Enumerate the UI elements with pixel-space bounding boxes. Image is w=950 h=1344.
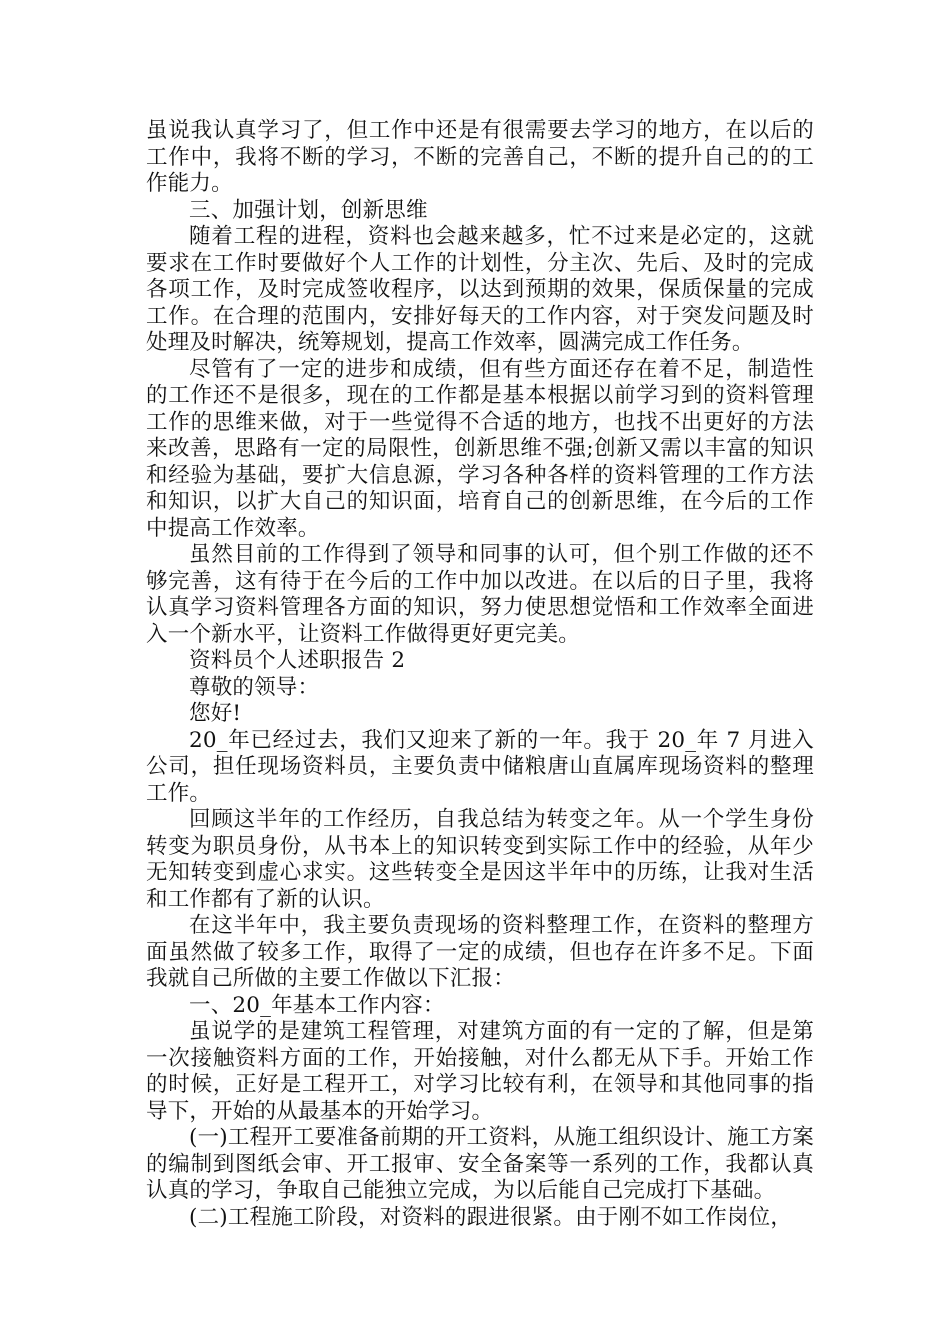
- section-heading-one: 一、20_年基本工作内容：: [189, 992, 445, 1018]
- paragraph-continuation: 虽说我认真学习了，但工作中还是有很需要去学习的地方，在以后的工作中，我将不断的学习，不断的完善自己，不断的提升自己的的工作能力。: [146, 118, 814, 196]
- report-title: 资料员个人述职报告 2: [189, 648, 406, 673]
- paragraph: 虽然目前的工作得到了领导和同事的认可，但个别工作做的还不够完善，这有待于在今后的工作中加以改进。在以后的日子里，我将认真学习资料管理各方面的知识，努力使思想觉悟和工作效率全面进入一个新水平，让资料工作做得更好更完美。: [146, 542, 814, 647]
- salutation: 尊敬的领导：: [189, 674, 320, 700]
- paragraph: 回顾这半年的工作经历，自我总结为转变之年。从一个学生身份转变为职员身份，从书本上的知识转变到实际工作中的经验，从年少无知转变到虚心求实。这些转变全是因这半年中的历练，让我对生活和工作都有了新的认识。: [146, 807, 814, 912]
- paragraph: 20_年已经过去，我们又迎来了新的一年。我于 20_年 7 月进入公司，担任现场资料员，主要负责中储粮唐山直属库现场资料的整理工作。: [146, 727, 814, 806]
- paragraph: (一)工程开工要准备前期的开工资料，从施工组织设计、施工方案的编制到图纸会审、开工报审、安全备案等一系列的工作，我都认真认真的学习，争取自己能独立完成，为以后能自己完成打下基础。: [146, 1125, 814, 1203]
- greeting: 您好!: [189, 701, 242, 726]
- paragraph: 随着工程的进程，资料也会越来越多，忙不过来是必定的，这就要求在工作时要做好个人工作的计划性，分主次、先后、及时的完成各项工作，及时完成签收程序，以达到预期的效果，保质保量的完成工作。在合理的范围内，安排好每天的工作内容，对于突发问题及时处理及时解决，统筹规划，提高工作效率，圆满完成工作任务。: [146, 224, 814, 355]
- paragraph: 虽说学的是建筑工程管理，对建筑方面的有一定的了解，但是第一次接触资料方面的工作，开始接触，对什么都无从下手。开始工作的时候，正好是工程开工，对学习比较有利，在领导和其他同事的指导下，开始的从最基本的开始学习。: [146, 1019, 814, 1124]
- paragraph: (二)工程施工阶段，对资料的跟进很紧。由于刚不如工作岗位，: [189, 1204, 793, 1230]
- document-page: [146, 118, 814, 1231]
- paragraph: 尽管有了一定的进步和成绩，但有些方面还存在着不足，制造性的工作还不是很多，现在的工作都是基本根据以前学习到的资料管理工作的思维来做，对于一些觉得不合适的地方，也找不出更好的方法来改善，思路有一定的局限性，创新思维不强;创新又需以丰富的知识和经验为基础，要扩大信息源，学习各种各样的资料管理的工作方法和知识，以扩大自己的知识面，培育自己的创新思维，在今后的工作中提高工作效率。: [146, 356, 814, 541]
- section-heading-three: 三、加强计划，创新思维: [189, 197, 428, 223]
- paragraph: 在这半年中，我主要负责现场的资料整理工作，在资料的整理方面虽然做了较多工作，取得了一定的成绩，但也存在许多不足。下面我就自己所做的主要工作做以下汇报：: [146, 913, 814, 991]
